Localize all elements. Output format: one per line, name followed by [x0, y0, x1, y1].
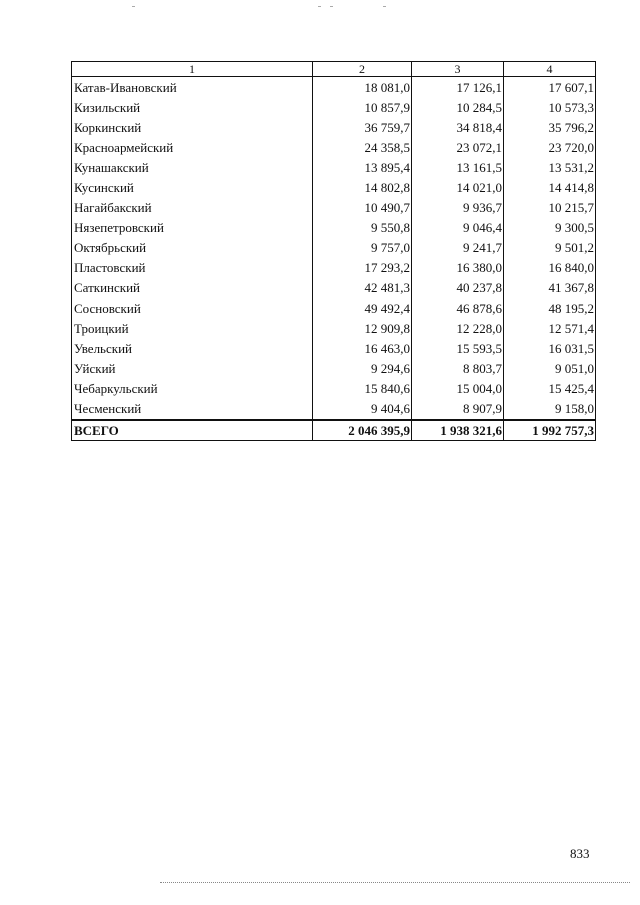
- cell-value: 13 161,5: [412, 157, 504, 177]
- column-header: 2: [313, 62, 412, 77]
- district-name: Катав-Ивановский: [72, 77, 313, 98]
- district-name: Троицкий: [72, 318, 313, 338]
- budget-table: [71, 61, 596, 441]
- total-row: [72, 420, 596, 441]
- table-row: [72, 358, 596, 378]
- scan-speck: [132, 6, 135, 7]
- cell-value: 9 046,4: [412, 218, 504, 238]
- table-row: [72, 238, 596, 258]
- table-row: [72, 117, 596, 137]
- cell-value: 41 367,8: [504, 278, 596, 298]
- table-row: [72, 318, 596, 338]
- cell-value: 13 895,4: [313, 157, 412, 177]
- table-row: [72, 278, 596, 298]
- footer-dotted-line: [160, 882, 630, 883]
- district-name: Красноармейский: [72, 137, 313, 157]
- cell-value: 8 907,9: [412, 399, 504, 420]
- table-row: [72, 298, 596, 318]
- district-name: Нязепетровский: [72, 218, 313, 238]
- cell-value: 9 241,7: [412, 238, 504, 258]
- table-body: [72, 77, 596, 441]
- district-name: Уйский: [72, 358, 313, 378]
- scan-speck: [318, 6, 321, 7]
- cell-value: 35 796,2: [504, 117, 596, 137]
- cell-value: 23 072,1: [412, 137, 504, 157]
- district-name: Коркинский: [72, 117, 313, 137]
- table-header-row: [72, 62, 596, 77]
- cell-value: 17 607,1: [504, 77, 596, 98]
- cell-value: 15 004,0: [412, 378, 504, 398]
- cell-value: 16 380,0: [412, 258, 504, 278]
- cell-value: 17 293,2: [313, 258, 412, 278]
- cell-value: 12 228,0: [412, 318, 504, 338]
- table-row: [72, 177, 596, 197]
- column-header: 3: [412, 62, 504, 77]
- cell-value: 12 909,8: [313, 318, 412, 338]
- district-name: Кусинский: [72, 177, 313, 197]
- district-name: Саткинский: [72, 278, 313, 298]
- cell-value: 9 501,2: [504, 238, 596, 258]
- table-row: [72, 378, 596, 398]
- district-name: Чесменский: [72, 399, 313, 420]
- cell-value: 34 818,4: [412, 117, 504, 137]
- scan-speck: [383, 6, 386, 7]
- cell-value: 14 414,8: [504, 177, 596, 197]
- total-value: 1 938 321,6: [412, 420, 504, 441]
- table-row: [72, 137, 596, 157]
- cell-value: 16 031,5: [504, 338, 596, 358]
- cell-value: 12 571,4: [504, 318, 596, 338]
- cell-value: 10 215,7: [504, 198, 596, 218]
- cell-value: 48 195,2: [504, 298, 596, 318]
- cell-value: 9 158,0: [504, 399, 596, 420]
- cell-value: 9 051,0: [504, 358, 596, 378]
- cell-value: 9 300,5: [504, 218, 596, 238]
- cell-value: 15 425,4: [504, 378, 596, 398]
- cell-value: 16 840,0: [504, 258, 596, 278]
- total-value: 1 992 757,3: [504, 420, 596, 441]
- total-value: 2 046 395,9: [313, 420, 412, 441]
- district-name: Пластовский: [72, 258, 313, 278]
- district-name: Нагайбакский: [72, 198, 313, 218]
- cell-value: 49 492,4: [313, 298, 412, 318]
- column-header: 4: [504, 62, 596, 77]
- table-row: [72, 218, 596, 238]
- district-name: Сосновский: [72, 298, 313, 318]
- table-row: [72, 338, 596, 358]
- district-name: Кизильский: [72, 97, 313, 117]
- cell-value: 10 490,7: [313, 198, 412, 218]
- cell-value: 15 840,6: [313, 378, 412, 398]
- cell-value: 10 284,5: [412, 97, 504, 117]
- cell-value: 9 404,6: [313, 399, 412, 420]
- cell-value: 46 878,6: [412, 298, 504, 318]
- table-row: [72, 77, 596, 98]
- cell-value: 9 550,8: [313, 218, 412, 238]
- cell-value: 10 857,9: [313, 97, 412, 117]
- table-row: [72, 399, 596, 420]
- table-row: [72, 97, 596, 117]
- district-name: Чебаркульский: [72, 378, 313, 398]
- district-name: Октябрьский: [72, 238, 313, 258]
- cell-value: 17 126,1: [412, 77, 504, 98]
- cell-value: 42 481,3: [313, 278, 412, 298]
- cell-value: 40 237,8: [412, 278, 504, 298]
- district-name: Кунашакский: [72, 157, 313, 177]
- cell-value: 9 757,0: [313, 238, 412, 258]
- cell-value: 9 936,7: [412, 198, 504, 218]
- cell-value: 10 573,3: [504, 97, 596, 117]
- table-row: [72, 198, 596, 218]
- cell-value: 36 759,7: [313, 117, 412, 137]
- cell-value: 9 294,6: [313, 358, 412, 378]
- district-name: Увельский: [72, 338, 313, 358]
- cell-value: 23 720,0: [504, 137, 596, 157]
- page-number: 833: [570, 846, 590, 861]
- column-header: 1: [72, 62, 313, 77]
- cell-value: 14 802,8: [313, 177, 412, 197]
- total-label: ВСЕГО: [72, 420, 313, 441]
- cell-value: 24 358,5: [313, 137, 412, 157]
- scan-speck: [330, 6, 333, 7]
- cell-value: 15 593,5: [412, 338, 504, 358]
- table-row: [72, 157, 596, 177]
- cell-value: 14 021,0: [412, 177, 504, 197]
- table-row: [72, 258, 596, 278]
- cell-value: 8 803,7: [412, 358, 504, 378]
- cell-value: 18 081,0: [313, 77, 412, 98]
- cell-value: 16 463,0: [313, 338, 412, 358]
- cell-value: 13 531,2: [504, 157, 596, 177]
